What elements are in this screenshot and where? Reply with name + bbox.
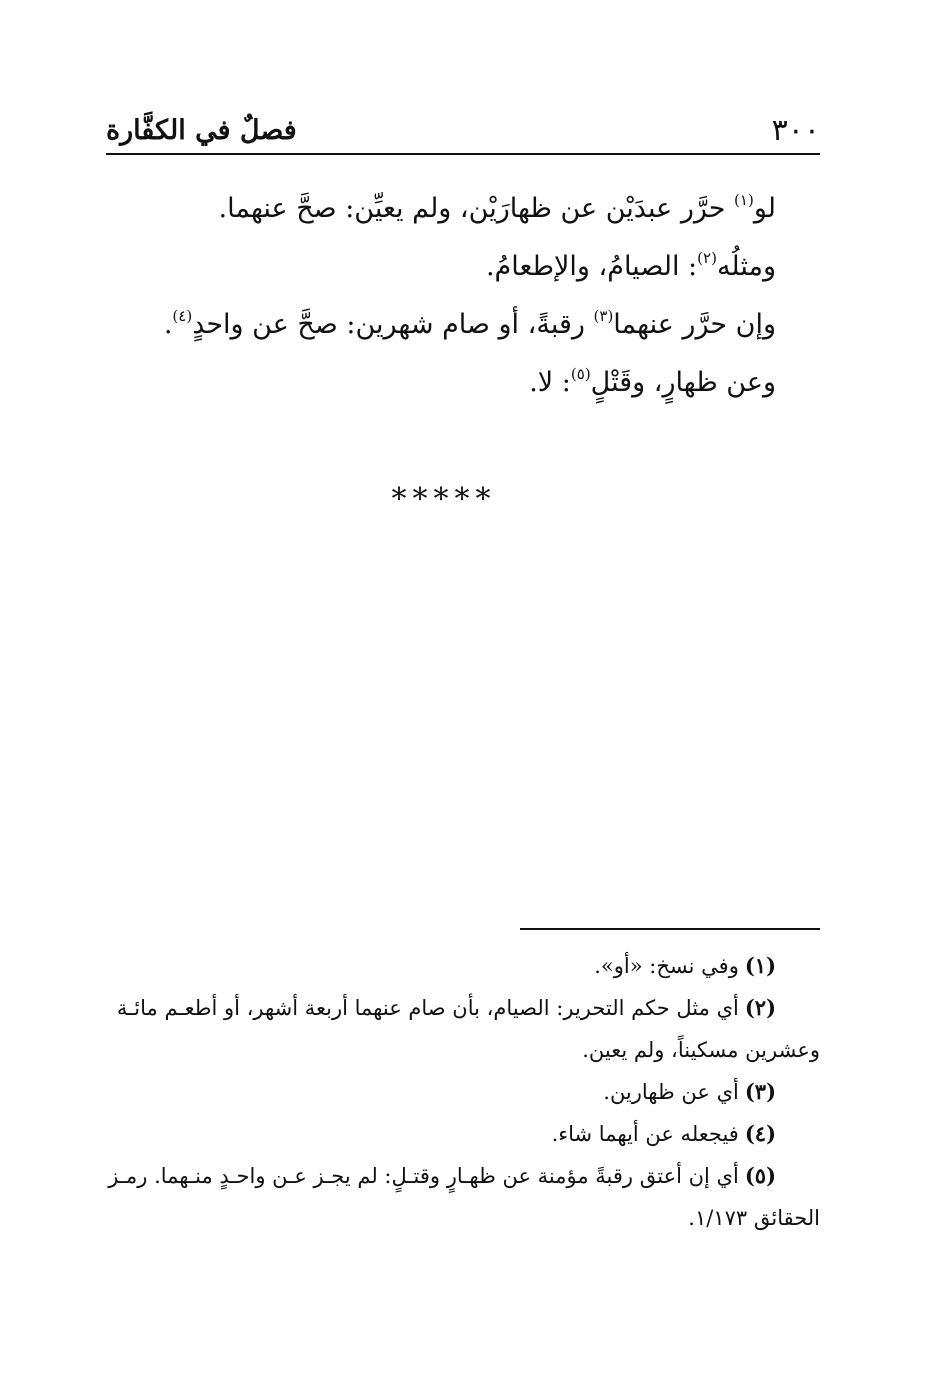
- main-line-text: رقبةً، أو صام شهرين: صحَّ عن واحدٍ: [192, 309, 594, 340]
- main-line-text: : الصيامُ، والإطعامُ.: [485, 251, 698, 282]
- main-line-2: [200, 238, 776, 296]
- footnote-5: [106, 1155, 820, 1239]
- footnote-continuation: وعشرين مسكيناً، ولم يعين.: [582, 1038, 820, 1062]
- main-line-4: [200, 354, 776, 412]
- main-text: [163, 180, 776, 412]
- footnote-2: [106, 987, 820, 1071]
- page-header: [106, 112, 820, 154]
- footnote-number: (٣): [744, 1079, 776, 1104]
- footnote-text: أي مثل حكم التحرير: الصيام، بأن صام عنهما أربعة أشهر، أو أطعـم مائـة: [116, 996, 739, 1020]
- footnote-ref: (١): [734, 191, 754, 209]
- running-title: فصلٌ في الكفَّارة: [106, 115, 297, 146]
- footnote-4: [106, 1113, 820, 1155]
- main-line-text: : لا.: [529, 367, 571, 398]
- main-line-text: وإن حرَّر عنهما: [613, 309, 776, 340]
- footnote-ref: (٥): [570, 365, 591, 383]
- footnote-text: وفي نسخ: «أو».: [594, 954, 739, 978]
- footnotes: [106, 945, 820, 1239]
- page-number: ٣٠٠: [771, 113, 820, 148]
- section-divider: *****: [391, 482, 497, 517]
- footnote-ref: (٣): [593, 307, 614, 325]
- main-line-text: حرَّر عبدَيْن عن ظهارَيْن، ولم يعيِّن: صحَّ عنهما.: [218, 193, 735, 224]
- main-line-3: [163, 296, 776, 354]
- footnote-1: [106, 945, 820, 987]
- footnote-number: (٢): [744, 995, 776, 1020]
- footnote-rule: [520, 928, 820, 930]
- header-rule: [106, 153, 820, 155]
- footnote-text: أي عن ظهارين.: [603, 1080, 739, 1104]
- footnote-number: (٥): [744, 1163, 776, 1188]
- main-line-text: .: [163, 309, 173, 340]
- footnote-ref: (٢): [697, 249, 717, 267]
- footnote-number: (٤): [744, 1121, 776, 1146]
- main-line-text: لو: [753, 193, 776, 224]
- footnote-text: فيجعله عن أيهما شاء.: [551, 1122, 739, 1146]
- footnote-ref: (٤): [172, 307, 193, 325]
- footnote-text: أي إن أعتق رقبةً مؤمنة عن ظهـارٍ وقتـلٍ: لم يجـز عـن واحـدٍ منـهما. رمـز: [108, 1164, 739, 1188]
- main-line-text: ومثلُه: [716, 251, 776, 282]
- main-line-text: وعن ظهارٍ، وقَتْلٍ: [590, 367, 776, 398]
- footnote-number: (١): [744, 953, 776, 978]
- main-line-1: [200, 180, 776, 238]
- footnote-3: [106, 1071, 820, 1113]
- footnote-continuation: الحقائق ١/١٧٣.: [688, 1206, 820, 1230]
